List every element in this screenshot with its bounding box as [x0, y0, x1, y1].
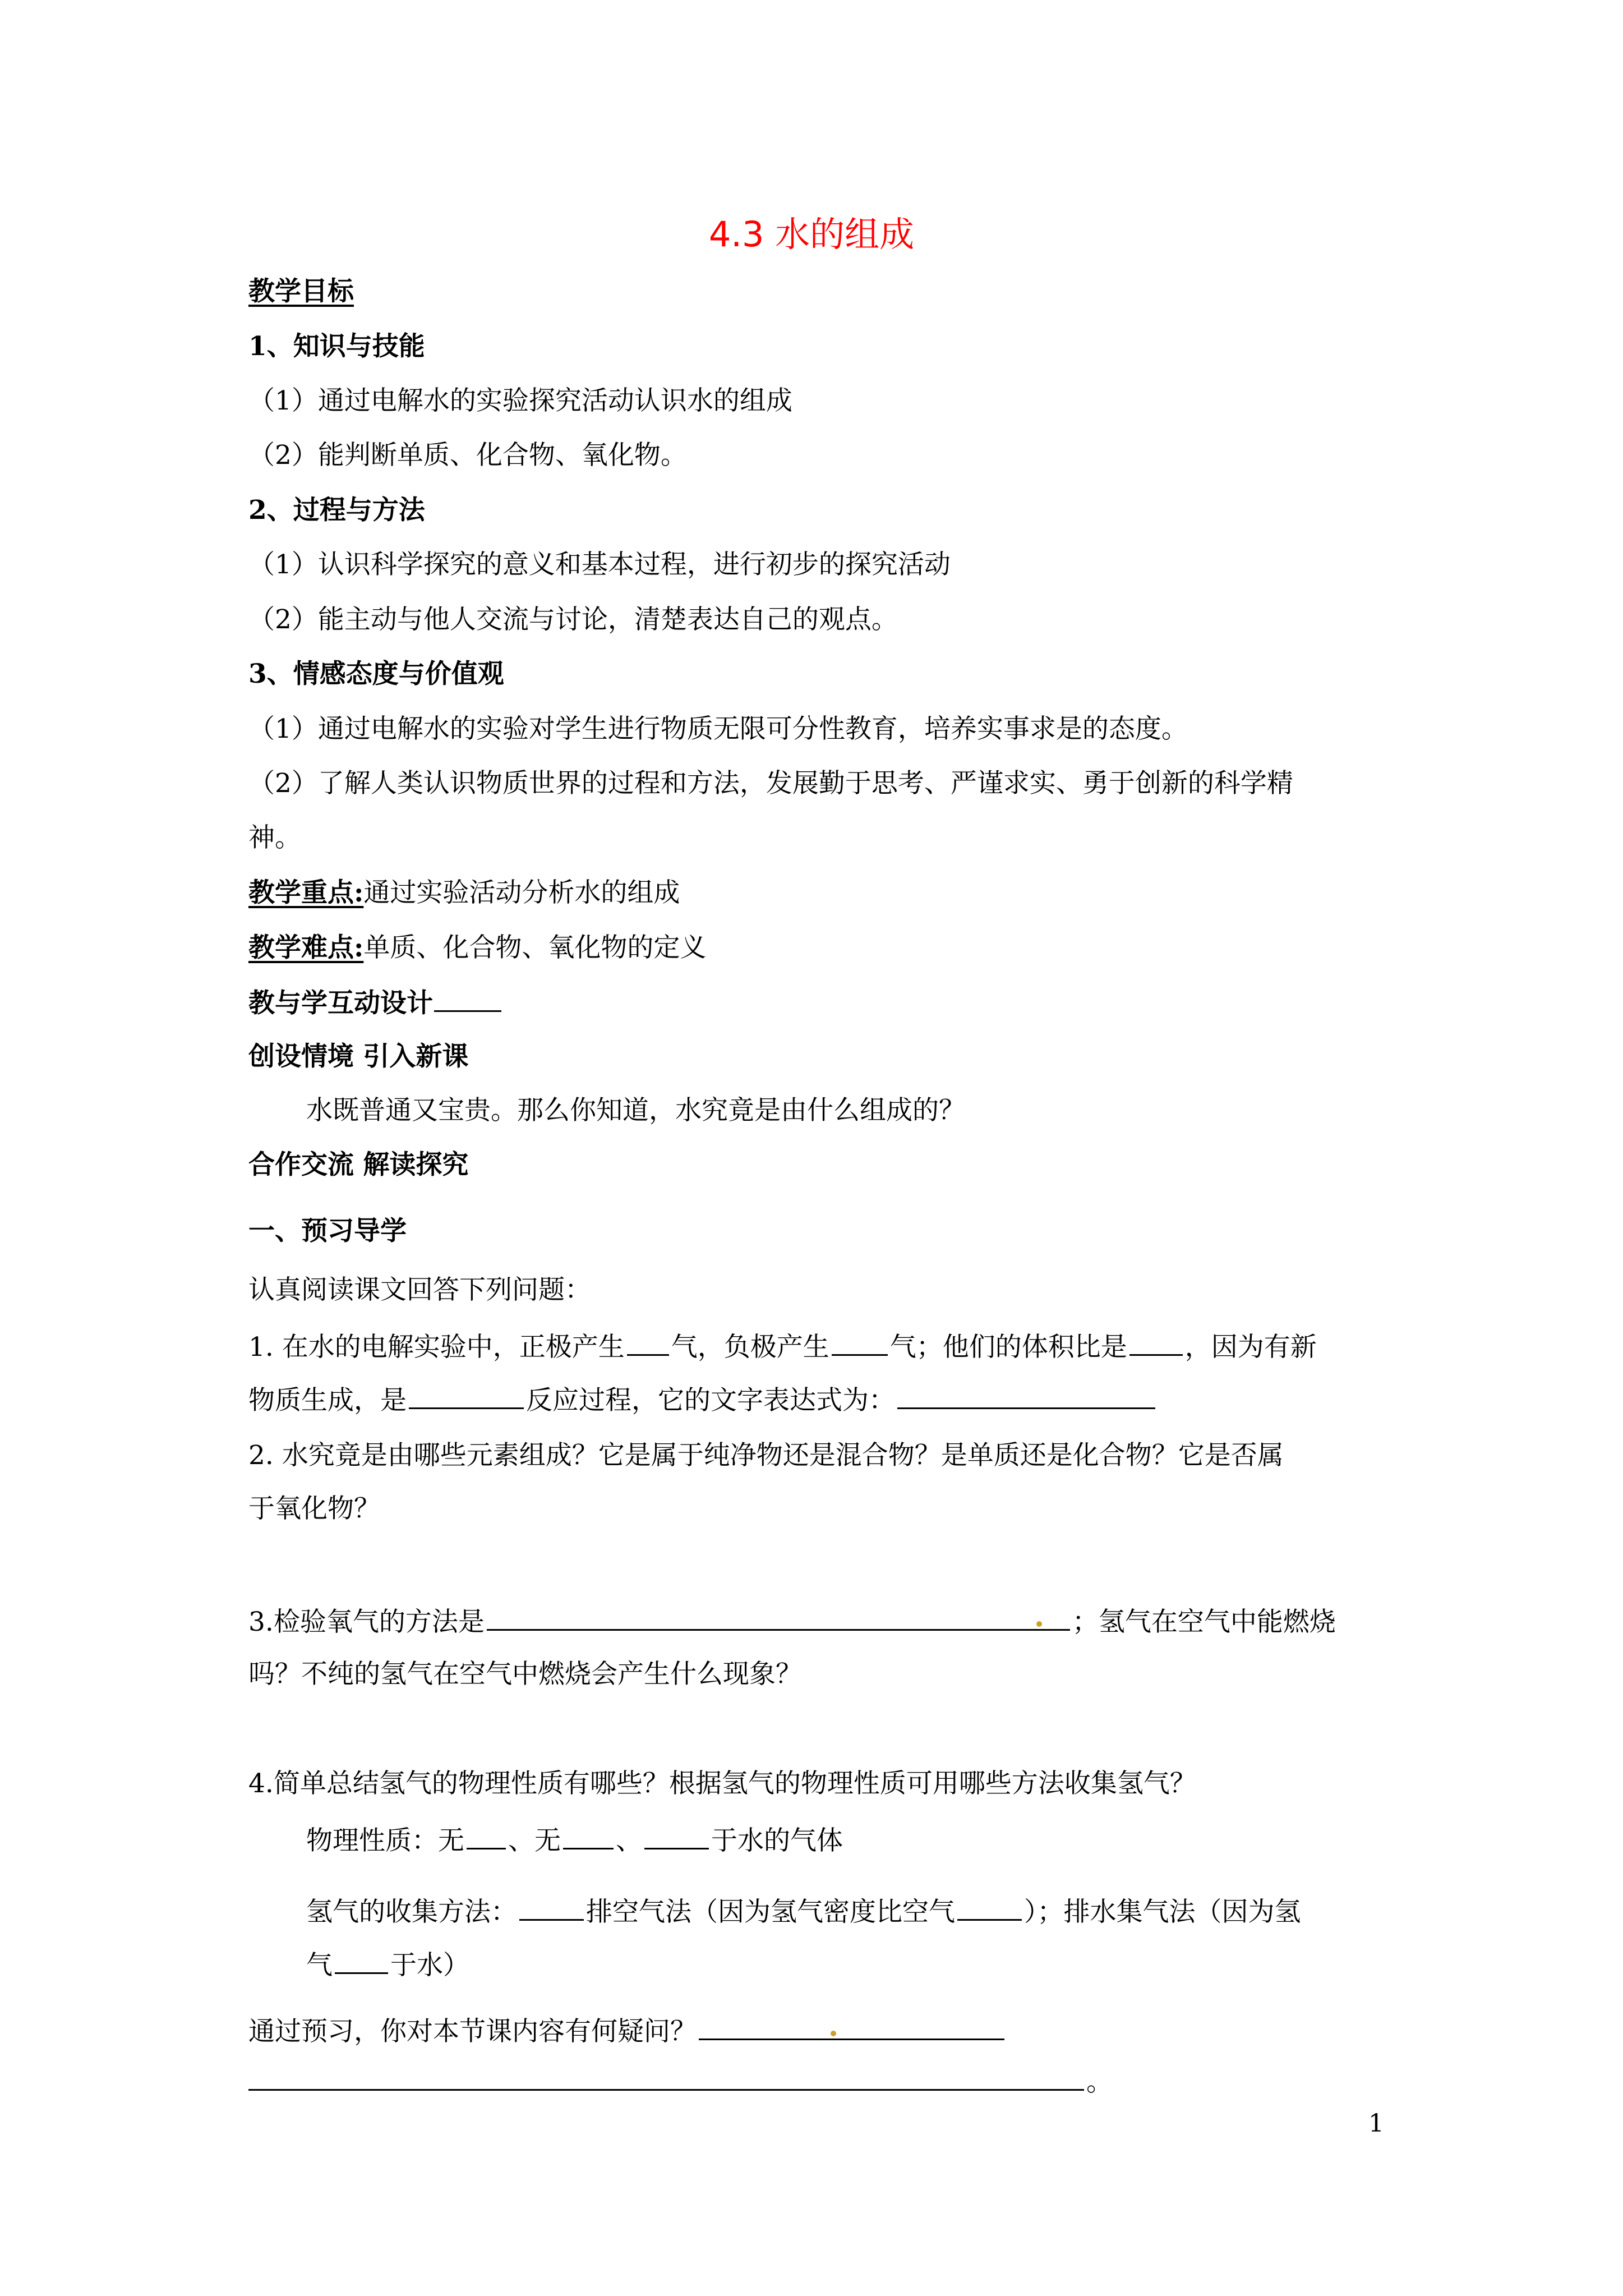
q4-phys-text-d: 于水的气体 — [711, 1825, 843, 1856]
doubt-line-1 — [248, 2014, 1007, 2049]
preview-instruction: 认真阅读课文回答下列问题： — [248, 1274, 591, 1305]
question-1-line-2 — [248, 1383, 1158, 1418]
q4-blank-water-solubility[interactable] — [335, 1948, 388, 1974]
question-4-line-1: 4.简单总结氢气的物理性质有哪些？根据氢气的物理性质可用哪些方法收集氢气？ — [248, 1768, 1196, 1799]
difficult-point-label: 教学难点: — [248, 932, 364, 963]
q3-text-b: ；氢气在空气中能燃烧 — [1072, 1607, 1336, 1637]
cooperation-heading: 合作交流 解读探究 — [248, 1149, 469, 1180]
q4-phys-text-c: 、 — [616, 1825, 642, 1856]
question-1-line-1 — [248, 1329, 1317, 1364]
q1-blank-ratio[interactable] — [1129, 1329, 1183, 1356]
decorative-dot-2 — [831, 2031, 836, 2036]
key-point — [248, 876, 680, 910]
q4-coll-text-b: 排空气法（因为氢气密度比空气 — [586, 1897, 955, 1927]
process-item-2: （2）能主动与他人交流与讨论，清楚表达自己的观点。 — [248, 604, 898, 635]
q3-text-a: 3.检验氧气的方法是 — [248, 1607, 485, 1637]
q1-text-e: 物质生成，是 — [248, 1385, 407, 1416]
values-heading: 3、情感态度与价值观 — [248, 659, 504, 689]
q3-blank-oxygen-test[interactable] — [487, 1604, 1070, 1631]
knowledge-item-1: （1）通过电解水的实验探究活动认识水的组成 — [248, 385, 792, 416]
interaction-heading-text: 教与学互动设计 — [248, 988, 433, 1019]
doubt-blank-1[interactable] — [699, 2014, 1004, 2040]
q4-blank-solubility[interactable] — [644, 1823, 709, 1849]
q4-blank-odor[interactable] — [563, 1823, 614, 1849]
values-item-2-line-2: 神。 — [248, 822, 301, 853]
values-item-2-line-1: （2）了解人类认识物质世界的过程和方法，发展勤于思考、严谨求实、勇于创新的科学精 — [248, 768, 1293, 799]
intro-heading: 创设情境 引入新课 — [248, 1041, 469, 1072]
doubt-end-mark: 。 — [1086, 2067, 1113, 2097]
decorative-dot — [1036, 1621, 1042, 1627]
doubt-line-2 — [248, 2064, 1113, 2099]
question-4-collection-line-1 — [306, 1894, 1301, 1929]
doubt-text: 通过预习，你对本节课内容有何疑问？ — [248, 2016, 697, 2047]
values-item-1: （1）通过电解水的实验对学生进行物质无限可分性教育，培养实事求是的态度。 — [248, 714, 1188, 744]
question-4-physical — [306, 1823, 843, 1858]
question-4-collection-line-2 — [306, 1948, 469, 1982]
q1-text-f: 反应过程，它的文字表达式为： — [526, 1385, 895, 1416]
q1-text-a: 1. 在水的电解实验中，正极产生 — [248, 1332, 625, 1363]
question-3-line-2: 吗？不纯的氢气在空气中燃烧会产生什么现象？ — [248, 1659, 802, 1690]
knowledge-heading: 1、知识与技能 — [248, 331, 425, 362]
q1-blank-negative[interactable] — [832, 1329, 888, 1356]
interaction-heading-underline — [434, 986, 501, 1012]
q4-coll-text-c: ）；排水集气法（因为氢 — [1024, 1897, 1301, 1927]
q1-text-b: 气，负极产生 — [671, 1332, 829, 1363]
process-heading: 2、过程与方法 — [248, 495, 425, 526]
interaction-heading — [248, 986, 504, 1020]
q4-coll-text-d: 气 — [306, 1950, 333, 1981]
key-point-text: 通过实验活动分析水的组成 — [363, 877, 680, 908]
difficult-point — [248, 931, 706, 965]
q1-text-d: ，因为有新 — [1184, 1332, 1317, 1363]
q1-blank-positive[interactable] — [627, 1329, 669, 1356]
question-2-line-2: 于氧化物？ — [248, 1493, 380, 1524]
key-point-label: 教学重点: — [248, 877, 364, 908]
preview-heading: 一、预习导学 — [248, 1216, 407, 1246]
q4-phys-text-a: 物理性质：无 — [306, 1825, 464, 1856]
q4-phys-text-b: 、无 — [508, 1825, 561, 1856]
q4-coll-text-e: 于水） — [390, 1950, 469, 1981]
question-3-line-1 — [248, 1604, 1336, 1639]
q4-blank-air-method[interactable] — [519, 1894, 584, 1921]
objectives-heading: 教学目标 — [248, 276, 354, 307]
page-number: 1 — [1368, 2109, 1384, 2138]
knowledge-item-2: （2）能判断单质、化合物、氧化物。 — [248, 440, 687, 471]
q1-text-c: 气；他们的体积比是 — [889, 1332, 1127, 1363]
page-title: 4.3 水的组成 — [708, 214, 915, 255]
q1-blank-reaction[interactable] — [409, 1383, 524, 1409]
q4-coll-text-a: 氢气的收集方法： — [306, 1897, 517, 1927]
process-item-1: （1）认识科学探究的意义和基本过程，进行初步的探究活动 — [248, 549, 951, 580]
question-2-line-1: 2. 水究竟是由哪些元素组成？它是属于纯净物还是混合物？是单质还是化合物？它是否属 — [248, 1440, 1284, 1471]
difficult-point-text: 单质、化合物、氧化物的定义 — [363, 932, 707, 963]
q4-blank-density[interactable] — [957, 1894, 1022, 1921]
doubt-blank-2[interactable] — [248, 2064, 1084, 2091]
q4-blank-color[interactable] — [467, 1823, 506, 1849]
q1-blank-equation[interactable] — [897, 1383, 1155, 1409]
intro-text: 水既普通又宝贵。那么你知道，水究竟是由什么组成的？ — [306, 1095, 965, 1126]
